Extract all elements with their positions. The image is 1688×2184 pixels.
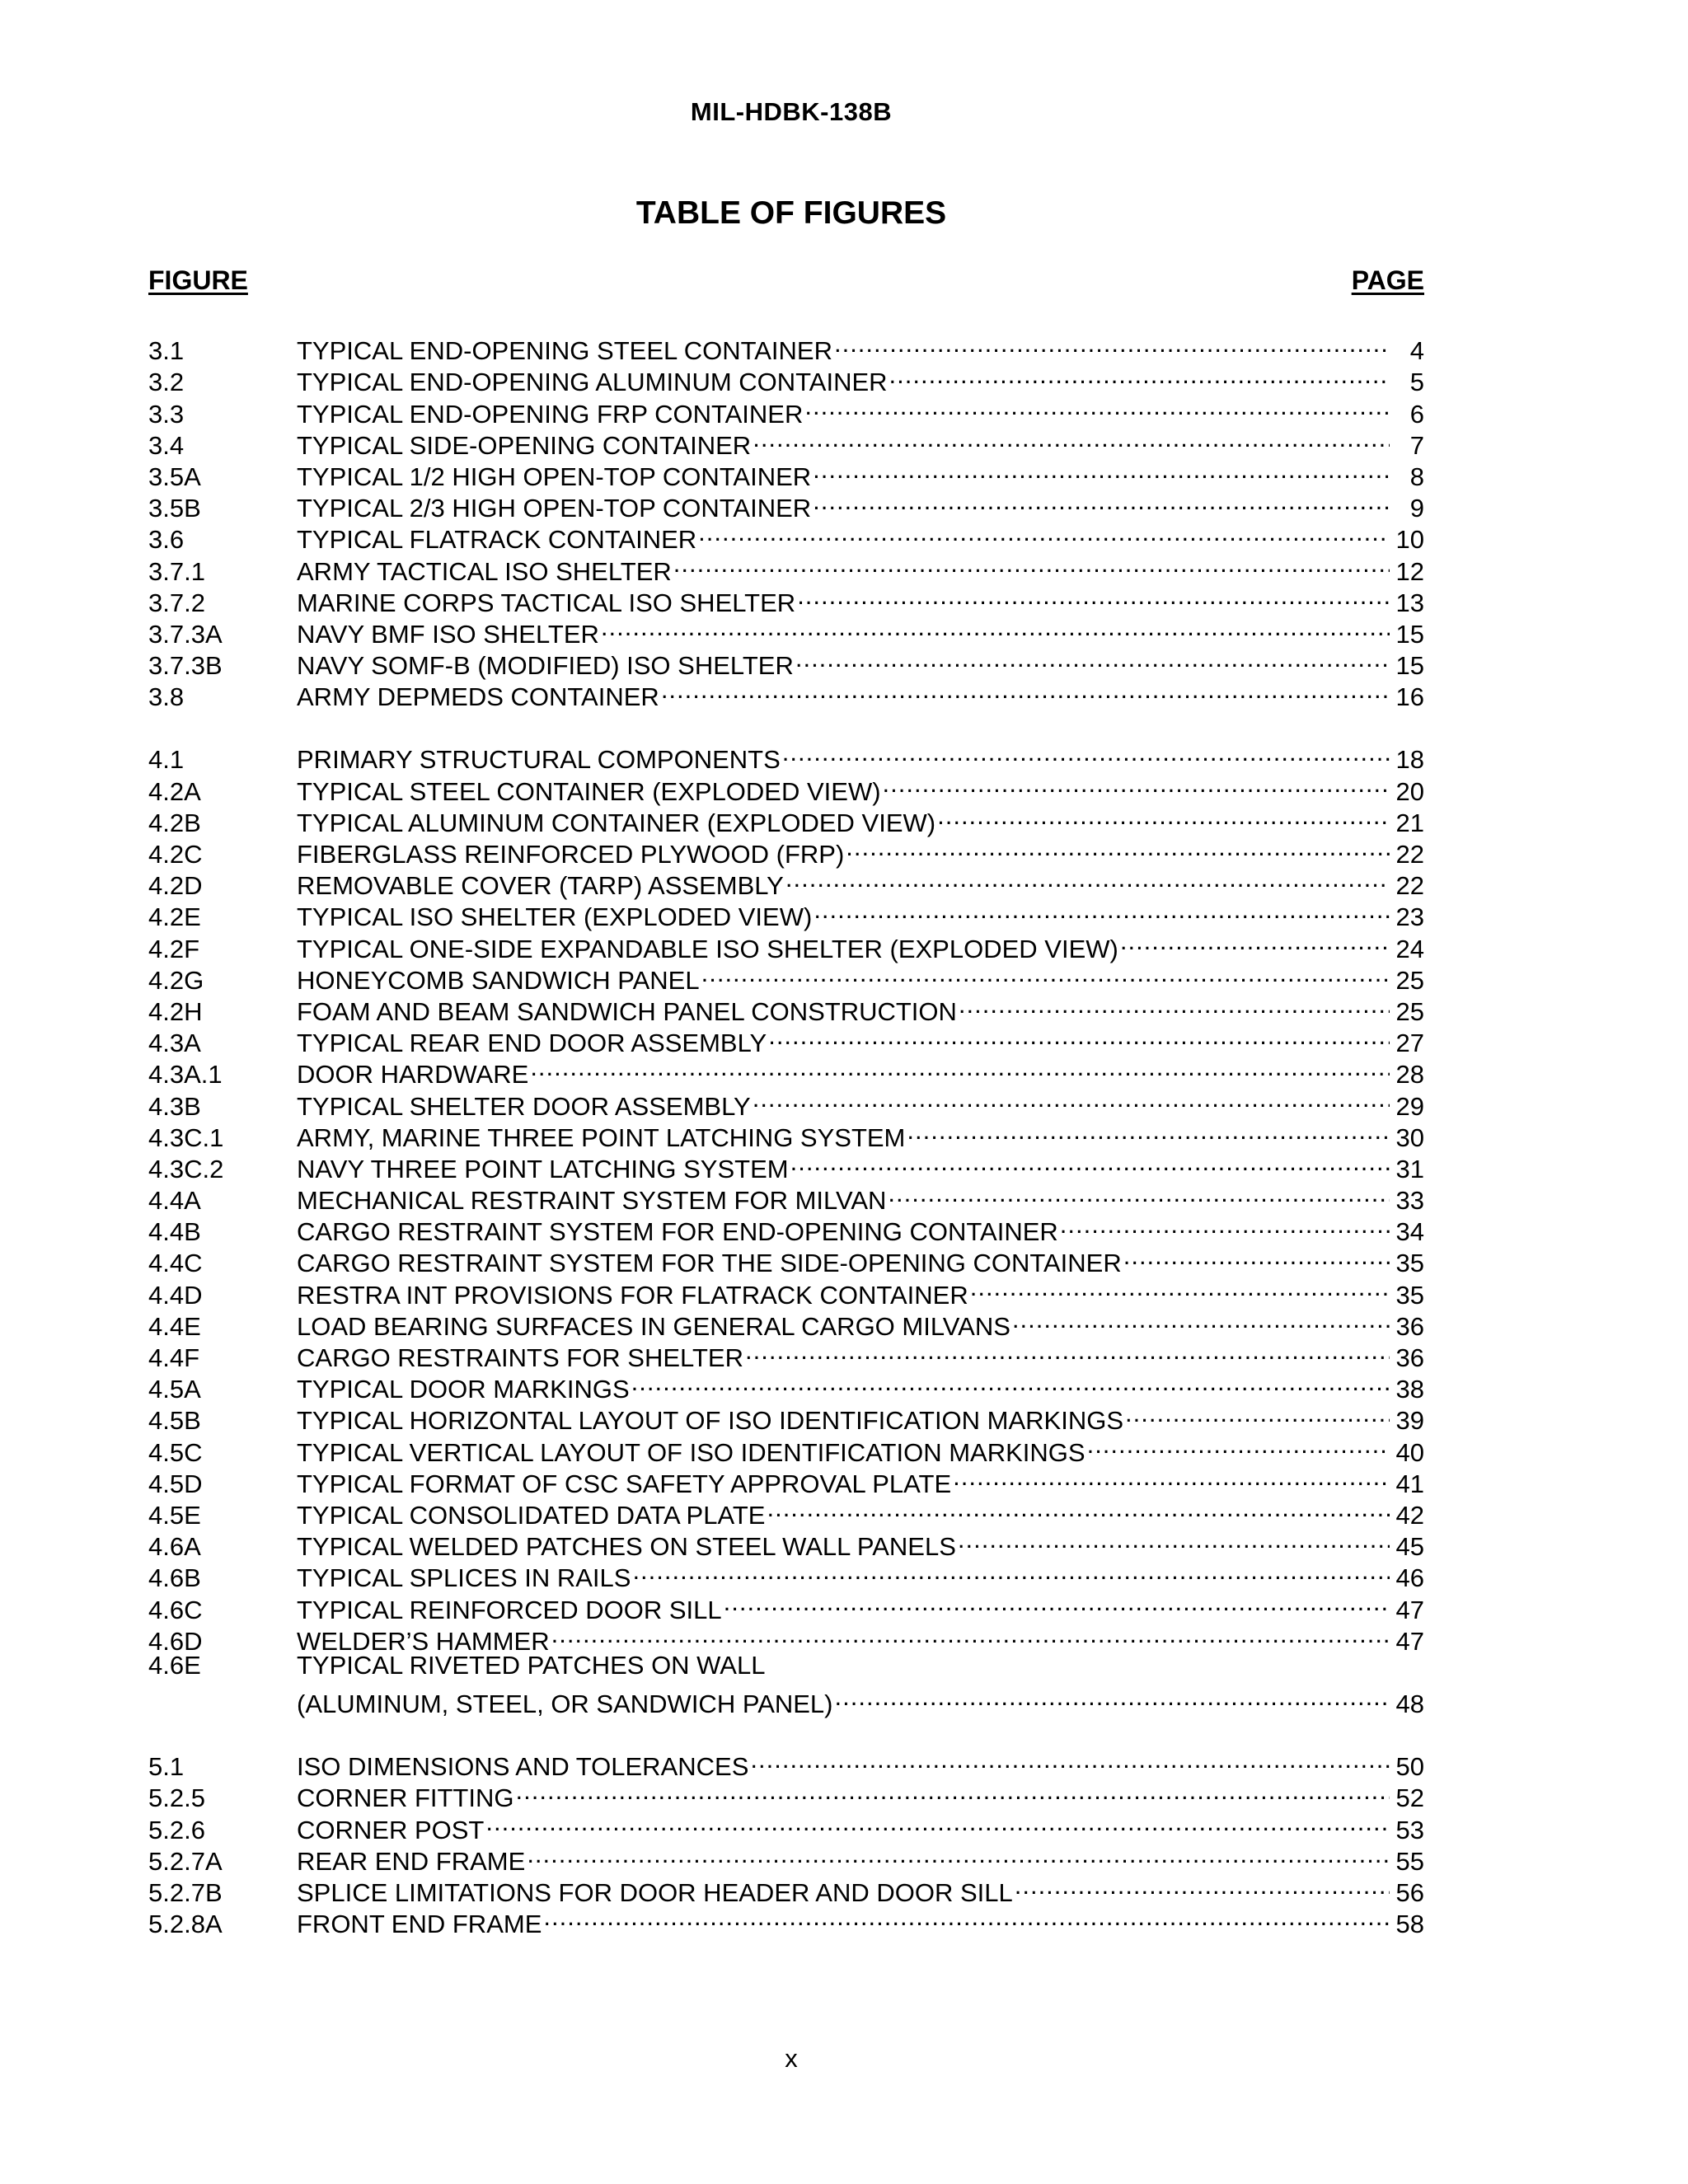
figure-page-number: 22 (1395, 871, 1424, 901)
figure-page-number: 38 (1395, 1375, 1424, 1404)
figure-page-number: 28 (1395, 1060, 1424, 1090)
figure-page-number: 47 (1395, 1626, 1424, 1656)
figure-number: 3.7.3A (148, 619, 223, 649)
dot-leader (832, 328, 1390, 359)
dot-leader (811, 485, 1390, 517)
figure-title: TYPICAL FLATRACK CONTAINER (297, 525, 697, 555)
figure-number: 4.5C (148, 1437, 203, 1467)
dot-leader (599, 612, 1390, 643)
figure-number: 3.8 (148, 682, 185, 712)
dot-leader (888, 359, 1390, 391)
figure-title: CARGO RESTRAINT SYSTEM FOR THE SIDE-OPENING CONTAINER (297, 1249, 1122, 1278)
page-number-footer: x (785, 2044, 798, 2073)
figure-title: TYPICAL SIDE-OPENING CONTAINER (297, 430, 752, 460)
figure-title: TYPICAL END-OPENING STEEL CONTAINER (297, 336, 832, 366)
dot-leader (789, 1146, 1390, 1178)
figure-number: 4.4F (148, 1343, 200, 1372)
figure-page-number: 46 (1395, 1563, 1424, 1593)
figure-page-number: 31 (1395, 1154, 1424, 1183)
figure-number: 4.3A (148, 1029, 201, 1058)
dot-leader (525, 1839, 1390, 1870)
figure-number: 5.2.7B (148, 1878, 223, 1907)
document-id-header: MIL-HDBK-138B (690, 97, 893, 126)
dot-leader (957, 989, 1390, 1020)
dot-leader (765, 1493, 1390, 1524)
figure-number: 4.2A (148, 776, 201, 806)
figure-page-number: 36 (1395, 1343, 1424, 1372)
figure-title: TYPICAL ONE-SIDE EXPANDABLE ISO SHELTER (EXPLODED VIEW) (297, 934, 1118, 963)
figure-title: TYPICAL 1/2 HIGH OPEN-TOP CONTAINER (297, 462, 812, 491)
figure-title: FOAM AND BEAM SANDWICH PANEL CONSTRUCTION (297, 996, 957, 1026)
figure-page-number: 9 (1409, 494, 1424, 523)
figure-title: TYPICAL SPLICES IN RAILS (297, 1563, 631, 1593)
dot-leader (905, 1115, 1390, 1146)
figure-page-number: 24 (1395, 934, 1424, 963)
figure-title: SPLICE LIMITATIONS FOR DOOR HEADER AND DOOR SILL (297, 1878, 1013, 1907)
figure-title: TYPICAL END-OPENING FRP CONTAINER (297, 399, 804, 429)
dot-leader (803, 391, 1390, 422)
figure-number: 5.2.5 (148, 1783, 205, 1813)
figure-title: NAVY THREE POINT LATCHING SYSTEM (297, 1154, 789, 1183)
dot-leader (550, 1619, 1390, 1650)
figure-page-number: 35 (1395, 1249, 1424, 1278)
figure-title: TYPICAL REAR END DOOR ASSEMBLY (297, 1029, 767, 1058)
figure-title: NAVY SOMF-B (MODIFIED) ISO SHELTER (297, 651, 794, 681)
figure-number: 3.5B (148, 494, 201, 523)
figure-page-number: 35 (1395, 1280, 1424, 1310)
figure-title: TYPICAL ALUMINUM CONTAINER (EXPLODED VIEW) (297, 808, 936, 837)
dot-leader (844, 832, 1390, 863)
figure-title: WELDER’S HAMMER (297, 1626, 550, 1656)
dot-leader (1122, 1240, 1390, 1272)
dot-leader (886, 1178, 1390, 1209)
dot-leader (748, 1744, 1390, 1775)
figure-number: 4.4A (148, 1186, 201, 1216)
dot-leader (881, 768, 1390, 799)
figure-title: CARGO RESTRAINTS FOR SHELTER (297, 1343, 743, 1372)
figure-page-number: 18 (1395, 745, 1424, 775)
figure-title: TYPICAL WELDED PATCHES ON STEEL WALL PANELS (297, 1532, 956, 1562)
page-column-heading: PAGE (1351, 265, 1424, 295)
dot-leader (794, 643, 1390, 674)
figure-number: 3.5A (148, 462, 201, 491)
figure-title: ISO DIMENSIONS AND TOLERANCES (297, 1752, 749, 1782)
figure-number: 4.6C (148, 1595, 203, 1624)
figure-page-number: 16 (1395, 682, 1424, 712)
dot-leader (951, 1461, 1390, 1493)
figure-number: 3.2 (148, 368, 185, 397)
figure-title: NAVY BMF ISO SHELTER (297, 619, 599, 649)
dot-leader (542, 1901, 1390, 1933)
figure-page-number: 34 (1395, 1217, 1424, 1247)
figure-group (148, 737, 1424, 1719)
figure-number: 4.2H (148, 996, 203, 1026)
figure-number: 4.2B (148, 808, 201, 837)
dot-leader (484, 1807, 1390, 1838)
figure-number: 3.1 (148, 336, 185, 366)
dot-leader (767, 1020, 1390, 1052)
figure-title: TYPICAL ISO SHELTER (EXPLODED VIEW) (297, 902, 813, 932)
figure-number: 4.2G (148, 965, 204, 995)
figure-number: 4.3C.1 (148, 1122, 224, 1152)
dot-leader (833, 1681, 1390, 1713)
figure-group (148, 328, 1424, 712)
figure-number: 4.2E (148, 902, 201, 932)
figure-title: CORNER FITTING (297, 1783, 514, 1813)
figure-title: MARINE CORPS TACTICAL ISO SHELTER (297, 588, 796, 617)
figure-title: LOAD BEARING SURFACES IN GENERAL CARGO MILVANS (297, 1311, 1010, 1341)
figure-title: TYPICAL HORIZONTAL LAYOUT OF ISO IDENTIFICATION MARKINGS (297, 1406, 1124, 1436)
figure-title: FRONT END FRAME (297, 1910, 542, 1939)
figure-title: ARMY, MARINE THREE POINT LATCHING SYSTEM (297, 1122, 906, 1152)
figure-number: 4.2D (148, 871, 203, 901)
dot-leader (1058, 1209, 1390, 1240)
dot-leader (1123, 1398, 1390, 1429)
figure-number: 4.4D (148, 1280, 203, 1310)
dot-leader (630, 1366, 1390, 1398)
figure-list (148, 328, 1424, 1964)
figure-title: HONEYCOMB SANDWICH PANEL (297, 965, 700, 995)
dot-leader (528, 1052, 1390, 1083)
figure-title: TYPICAL STEEL CONTAINER (EXPLODED VIEW) (297, 776, 881, 806)
figure-page-number: 12 (1395, 556, 1424, 586)
figure-number: 5.2.7A (148, 1846, 223, 1876)
figure-number: 4.5A (148, 1375, 201, 1404)
figure-title: ARMY DEPMEDS CONTAINER (297, 682, 659, 712)
figure-title: DOOR HARDWARE (297, 1060, 529, 1090)
figure-number: 4.6D (148, 1626, 203, 1656)
dot-leader (659, 674, 1390, 705)
dot-leader (514, 1775, 1390, 1807)
figure-number: 3.4 (148, 430, 185, 460)
figure-title: ARMY TACTICAL ISO SHELTER (297, 556, 672, 586)
dot-leader (956, 1524, 1390, 1555)
figure-title: REAR END FRAME (297, 1846, 526, 1876)
figure-number: 4.6E (148, 1650, 201, 1680)
dot-leader (751, 423, 1390, 454)
figure-page-number: 53 (1395, 1815, 1424, 1844)
dot-leader (795, 580, 1390, 612)
figure-page-number: 8 (1409, 462, 1424, 491)
figure-page-number: 42 (1395, 1500, 1424, 1530)
figure-page-number: 7 (1409, 430, 1424, 460)
figure-number: 4.4C (148, 1249, 203, 1278)
figure-page-number: 52 (1395, 1783, 1424, 1813)
figure-page-number: 47 (1395, 1595, 1424, 1624)
figure-number: 3.7.1 (148, 556, 205, 586)
figure-number: 5.2.6 (148, 1815, 205, 1844)
figure-number: 4.3C.2 (148, 1154, 224, 1183)
figure-entry[interactable] (148, 737, 1424, 775)
figure-number: 5.1 (148, 1752, 185, 1782)
figure-page-number: 30 (1395, 1122, 1424, 1152)
figure-title: MECHANICAL RESTRAINT SYSTEM FOR MILVAN (297, 1186, 887, 1216)
figure-number: 3.7.3B (148, 651, 223, 681)
figure-page-number: 23 (1395, 902, 1424, 932)
figure-number: 4.3B (148, 1091, 201, 1121)
figure-page-number: 13 (1395, 588, 1424, 617)
dot-leader (672, 548, 1390, 579)
figure-number: 4.5E (148, 1500, 201, 1530)
figure-page-number: 27 (1395, 1029, 1424, 1058)
dot-leader (696, 517, 1390, 548)
figure-number: 4.2F (148, 934, 200, 963)
figure-number: 3.7.2 (148, 588, 205, 617)
figure-number: 4.6B (148, 1563, 201, 1593)
figure-title: RESTRA INT PROVISIONS FOR FLATRACK CONTAINER (297, 1280, 968, 1310)
figure-page-number: 40 (1395, 1437, 1424, 1467)
figure-number: 4.5D (148, 1469, 203, 1498)
figure-title: CARGO RESTRAINT SYSTEM FOR END-OPENING CONTAINER (297, 1217, 1058, 1247)
figure-page-number: 45 (1395, 1532, 1424, 1562)
figure-title: TYPICAL END-OPENING ALUMINUM CONTAINER (297, 368, 888, 397)
dot-leader (700, 958, 1390, 989)
figure-page-number: 33 (1395, 1186, 1424, 1216)
dot-leader (1010, 1304, 1390, 1335)
figure-title: CORNER POST (297, 1815, 485, 1844)
figure-title: TYPICAL FORMAT OF CSC SAFETY APPROVAL PLATE (297, 1469, 952, 1498)
figure-title: REMOVABLE COVER (TARP) ASSEMBLY (297, 871, 784, 901)
figure-page-number: 56 (1395, 1878, 1424, 1907)
figure-title: TYPICAL 2/3 HIGH OPEN-TOP CONTAINER (297, 494, 812, 523)
figure-entry-continuation[interactable] (148, 1681, 1424, 1719)
dot-leader (1013, 1870, 1390, 1901)
figure-title: TYPICAL SHELTER DOOR ASSEMBLY (297, 1091, 751, 1121)
dot-leader (743, 1335, 1390, 1366)
figure-entry[interactable] (148, 1650, 1424, 1681)
figure-page-number: 5 (1409, 368, 1424, 397)
figure-page-number: 48 (1395, 1690, 1424, 1719)
figure-page-number: 10 (1395, 525, 1424, 555)
dot-leader (722, 1586, 1390, 1618)
dot-leader (1118, 926, 1390, 957)
figure-number: 5.2.8A (148, 1910, 223, 1939)
figure-page-number: 22 (1395, 840, 1424, 869)
figure-column-heading: FIGURE (148, 265, 248, 295)
figure-title: FIBERGLASS REINFORCED PLYWOOD (FRP) (297, 840, 845, 869)
figure-page-number: 25 (1395, 965, 1424, 995)
figure-page-number: 4 (1409, 336, 1424, 366)
figure-title-continuation: (ALUMINUM, STEEL, OR SANDWICH PANEL) (297, 1690, 833, 1719)
figure-page-number: 50 (1395, 1752, 1424, 1782)
figure-number: 4.3A.1 (148, 1060, 223, 1090)
figure-title: TYPICAL CONSOLIDATED DATA PLATE (297, 1500, 766, 1530)
dot-leader (812, 894, 1390, 926)
figure-title: TYPICAL VERTICAL LAYOUT OF ISO IDENTIFICATION MARKINGS (297, 1437, 1085, 1467)
figure-title: PRIMARY STRUCTURAL COMPONENTS (297, 745, 781, 775)
figure-page-number: 25 (1395, 996, 1424, 1026)
figure-page-number: 21 (1395, 808, 1424, 837)
dot-leader (811, 454, 1390, 485)
figure-page-number: 39 (1395, 1406, 1424, 1436)
figure-title: TYPICAL DOOR MARKINGS (297, 1375, 630, 1404)
figure-page-number: 58 (1395, 1910, 1424, 1939)
figure-entry[interactable] (148, 328, 1424, 366)
dot-leader (781, 737, 1390, 768)
figure-page-number: 29 (1395, 1091, 1424, 1121)
figure-number: 4.4E (148, 1311, 201, 1341)
figure-entry[interactable] (148, 1744, 1424, 1782)
figure-number: 4.5B (148, 1406, 201, 1436)
dot-leader (784, 863, 1390, 894)
figure-group (148, 1744, 1424, 1939)
figure-number: 4.2C (148, 840, 203, 869)
page-title: TABLE OF FIGURES (635, 195, 947, 231)
figure-page-number: 6 (1409, 399, 1424, 429)
figure-number: 4.4B (148, 1217, 201, 1247)
figure-number: 3.3 (148, 399, 185, 429)
figure-page-number: 20 (1395, 776, 1424, 806)
figure-number: 4.6A (148, 1532, 201, 1562)
figure-title: TYPICAL RIVETED PATCHES ON WALL (297, 1650, 766, 1680)
figure-page-number: 55 (1395, 1846, 1424, 1876)
figure-page-number: 15 (1395, 619, 1424, 649)
figure-page-number: 15 (1395, 651, 1424, 681)
figure-number: 3.6 (148, 525, 185, 555)
dot-leader (751, 1083, 1390, 1114)
figure-page-number: 41 (1395, 1469, 1424, 1498)
dot-leader (968, 1272, 1390, 1303)
figure-number: 4.1 (148, 745, 185, 775)
dot-leader (1085, 1429, 1390, 1460)
figure-page-number: 36 (1395, 1311, 1424, 1341)
dot-leader (631, 1555, 1390, 1586)
figure-title: TYPICAL REINFORCED DOOR SILL (297, 1595, 722, 1624)
dot-leader (935, 800, 1390, 832)
